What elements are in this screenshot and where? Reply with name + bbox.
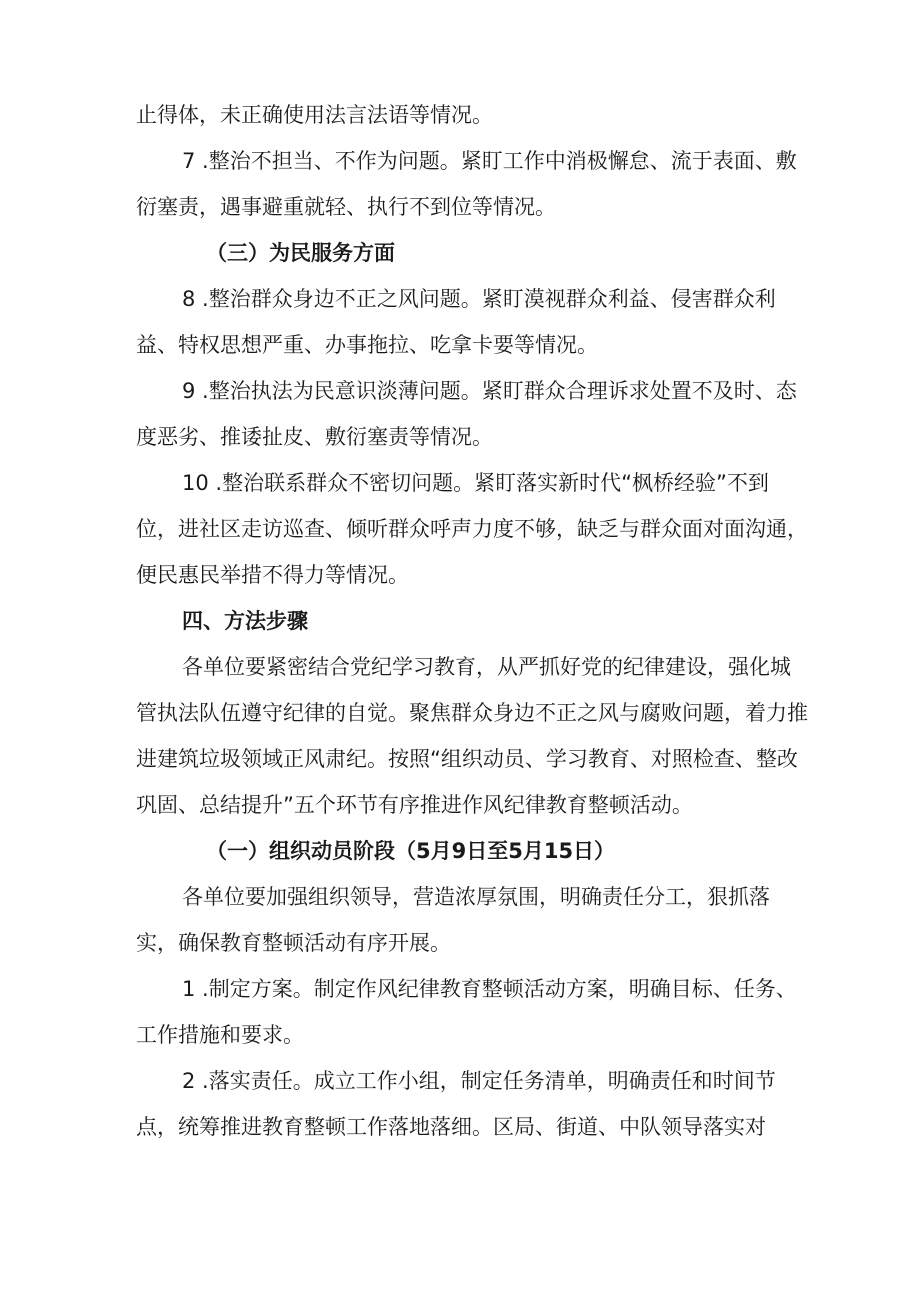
section-heading-methods: 四、方法步骤 [182, 609, 308, 633]
paragraph-8: 1 .制定方案。制定作风纪律教育整顿活动方案，明确目标、任务、工作措施和要求。 [136, 977, 797, 1047]
paragraph-7: 各单位要加强组织领导，营造浓厚氛围，明确责任分工，狠抓落实，确保教育整顿活动有序开展。 [136, 885, 770, 955]
section-heading-mobilization: （一）组织动员阶段（5月9日至5月15日） [206, 839, 616, 863]
paragraph-2: 7 .整治不担当、不作为问题。紧盯工作中消极懈怠、流于表面、敷衍塞责，遇事避重就轻、执行不到位等情况。 [136, 149, 797, 219]
paragraph-6: 各单位要紧密结合党纪学习教育，从严抓好党的纪律建设，强化城管执法队伍遵守纪律的自觉。聚焦群众身边不正之风与腐败问题，着力推进建筑垃圾领域正风肃纪。按照“组织动员、学习教育、对照检查、整改巩固、总结提升”五个环节有序推进作风纪律教育整顿活动。 [136, 655, 808, 817]
paragraph-1: 止得体，未正确使用法言法语等情况。 [136, 103, 493, 127]
paragraph-9: 2 .落实责任。成立工作小组，制定任务清单，明确责任和时间节点，统筹推进教育整顿工作落地落细。区局、街道、中队领导落实对 [136, 1069, 776, 1139]
paragraph-4: 9 .整治执法为民意识淡薄问题。紧盯群众合理诉求处置不及时、态度恶劣、推诿扯皮、敷衍塞责等情况。 [136, 379, 797, 449]
paragraph-3: 8 .整治群众身边不正之风问题。紧盯漠视群众利益、侵害群众利益、特权思想严重、办事拖拉、吃拿卡要等情况。 [136, 287, 776, 357]
paragraph-5: 10 .整治联系群众不密切问题。紧盯落实新时代“枫桥经验”不到位，进社区走访巡查、倾听群众呼声力度不够，缺乏与群众面对面沟通，便民惠民举措不得力等情况。 [136, 471, 808, 587]
section-heading-service: （三）为民服务方面 [206, 241, 395, 265]
